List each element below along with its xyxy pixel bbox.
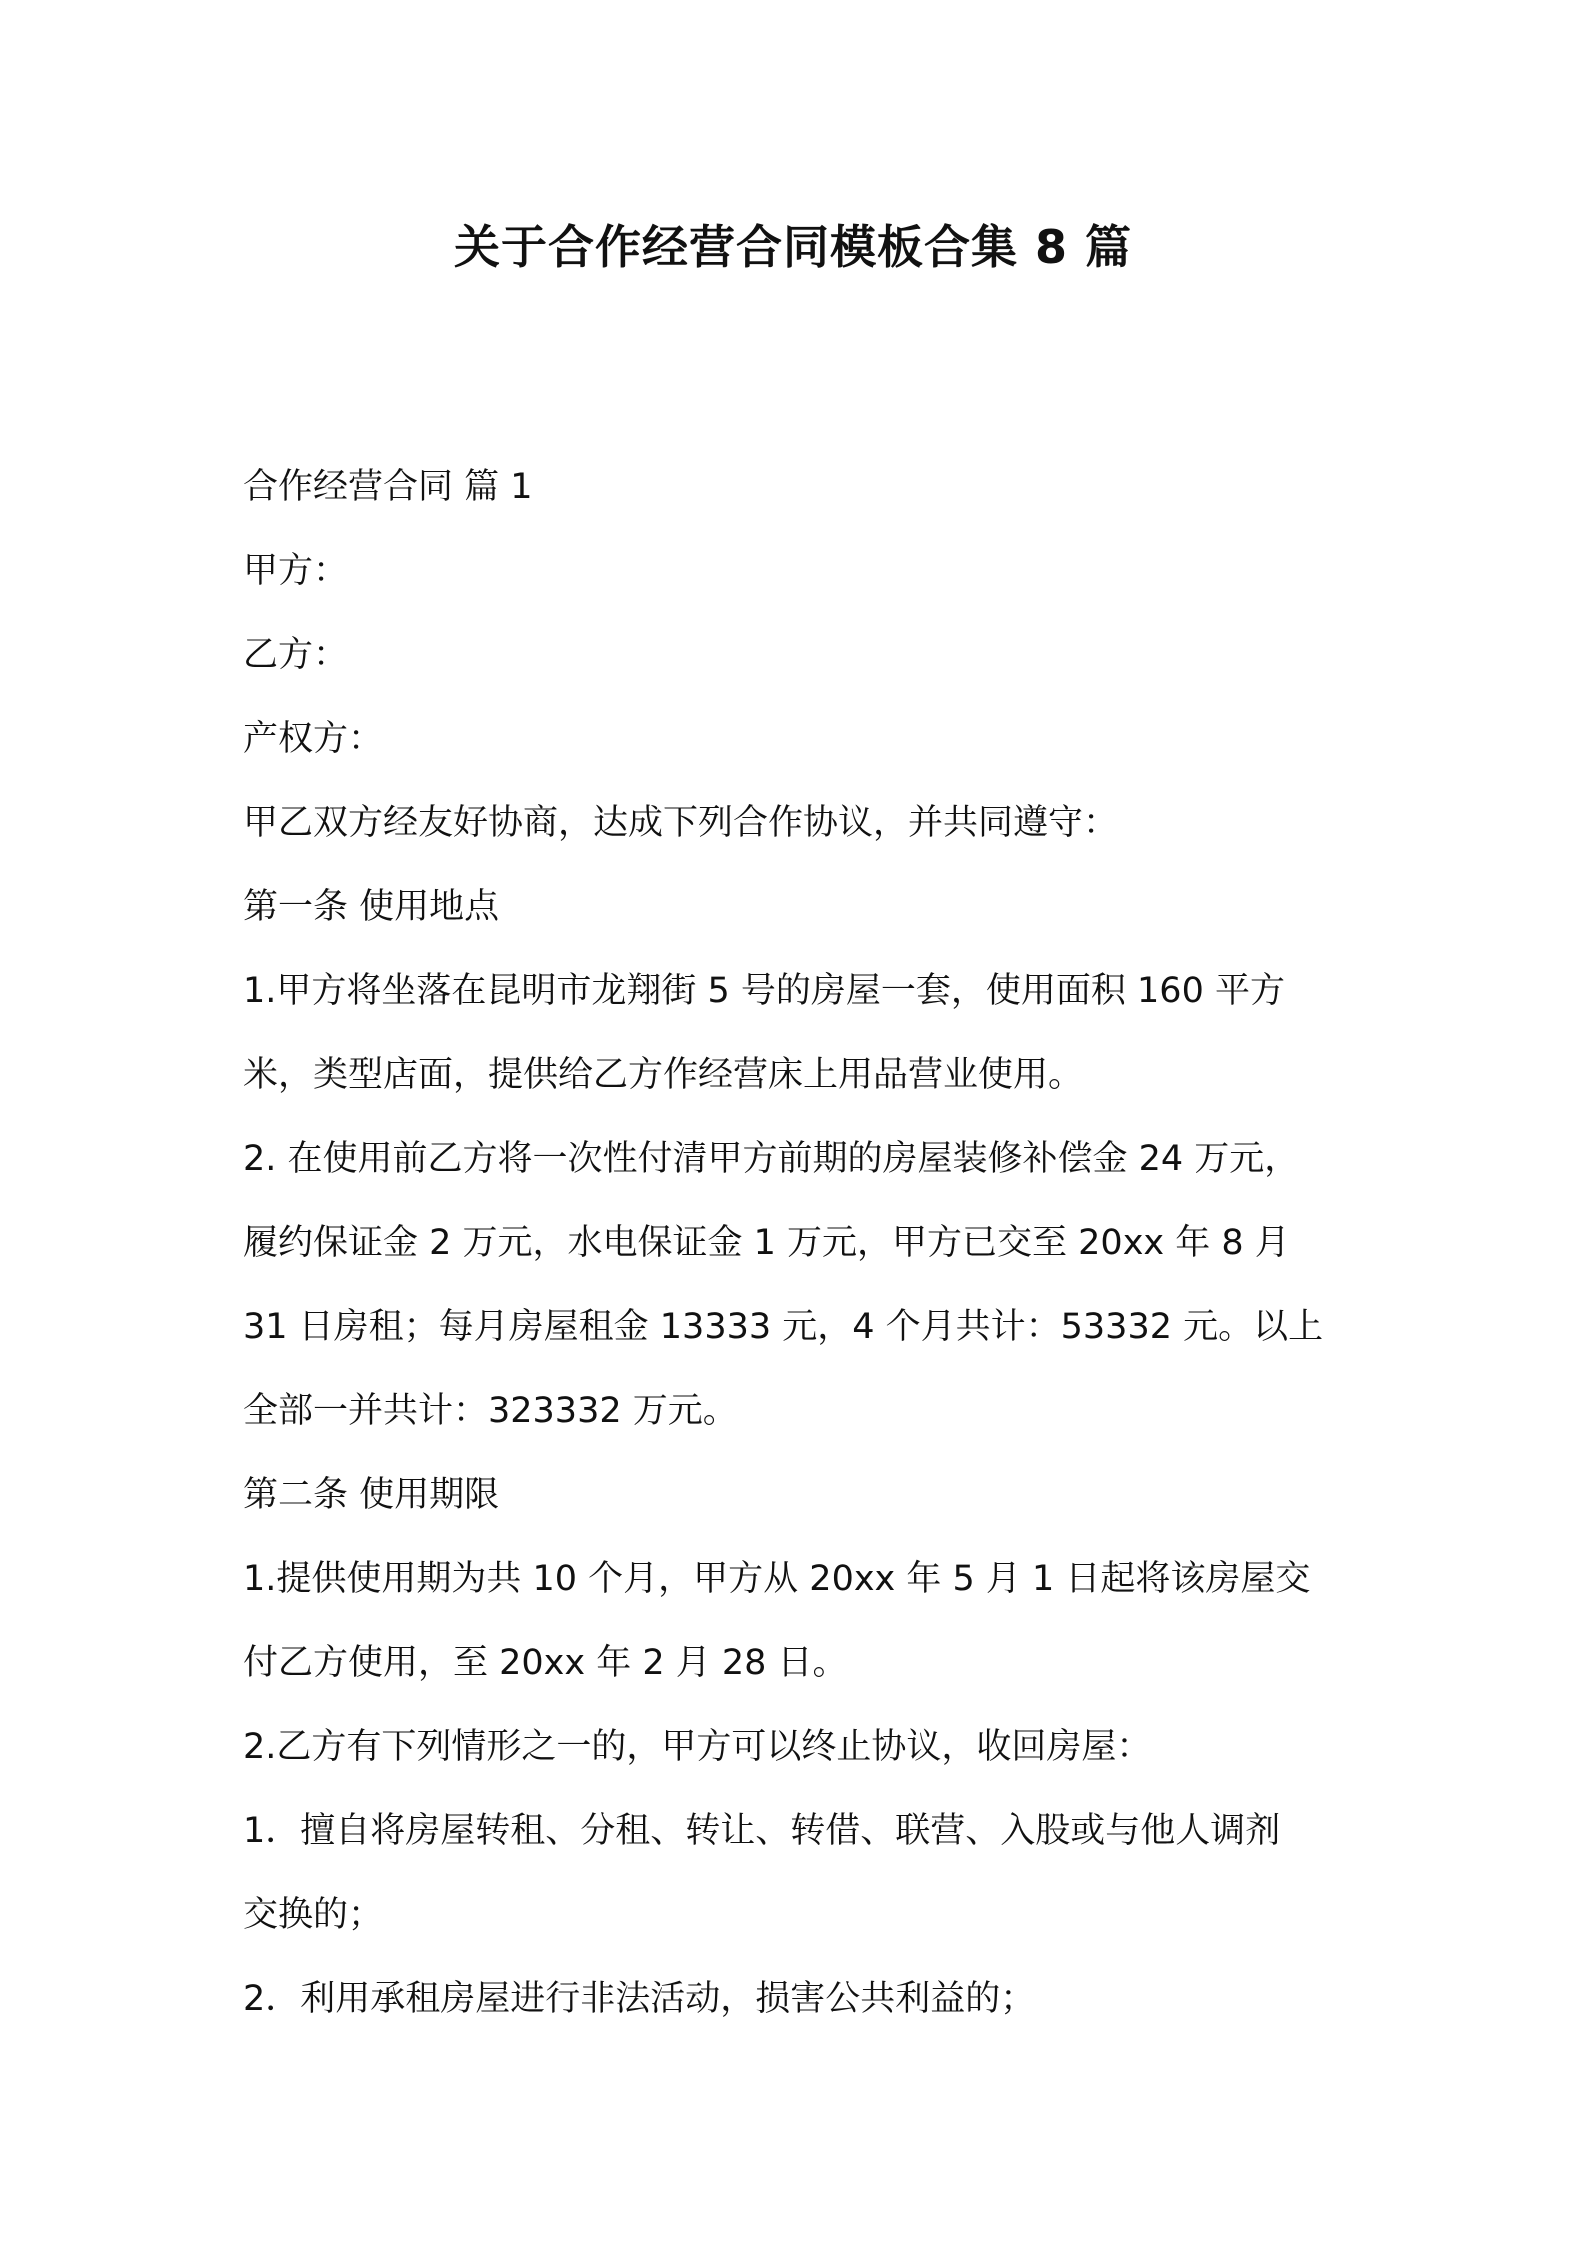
- paragraph-line: 付乙方使用，至 20xx 年 2 月 28 日。: [243, 1643, 848, 1683]
- section-heading: 合作经营合同 篇 1: [243, 467, 533, 507]
- paragraph-line: 2. 在使用前乙方将一次性付清甲方前期的房屋装修补偿金 24 万元，: [243, 1139, 1300, 1179]
- paragraph-line: 米，类型店面，提供给乙方作经营床上用品营业使用。: [243, 1055, 1084, 1095]
- paragraph-line: 1.甲方将坐落在昆明市龙翔街 5 号的房屋一套，使用面积 160 平方: [243, 971, 1285, 1011]
- paragraph-line: 全部一并共计：323332 万元。: [243, 1391, 738, 1431]
- paragraph-line: 2.乙方有下列情形之一的，甲方可以终止协议，收回房屋：: [243, 1727, 1152, 1767]
- article-heading: 第二条 使用期限: [243, 1475, 500, 1515]
- paragraph-line: 1．擅自将房屋转租、分租、转让、转借、联营、入股或与他人调剂: [243, 1811, 1281, 1851]
- party-a-line: 甲方：: [243, 551, 349, 591]
- paragraph-line: 履约保证金 2 万元，水电保证金 1 万元，甲方已交至 20xx 年 8 月: [243, 1223, 1290, 1263]
- article-heading: 第一条 使用地点: [243, 887, 500, 927]
- paragraph-line: 31 日房租；每月房屋租金 13333 元，4 个月共计：53332 元。以上: [243, 1307, 1324, 1347]
- paragraph-line: 交换的；: [243, 1895, 384, 1935]
- document-title: 关于合作经营合同模板合集 8 篇: [453, 220, 1133, 274]
- party-b-line: 乙方：: [243, 635, 349, 675]
- agreement-intro: 甲乙双方经友好协商，达成下列合作协议，并共同遵守：: [243, 803, 1119, 843]
- paragraph-line: 1.提供使用期为共 10 个月，甲方从 20xx 年 5 月 1 日起将该房屋交: [243, 1559, 1311, 1599]
- paragraph-line: 2．利用承租房屋进行非法活动，损害公共利益的；: [243, 1979, 1036, 2019]
- property-owner-line: 产权方：: [243, 719, 384, 759]
- document-body: [243, 445, 1363, 2041]
